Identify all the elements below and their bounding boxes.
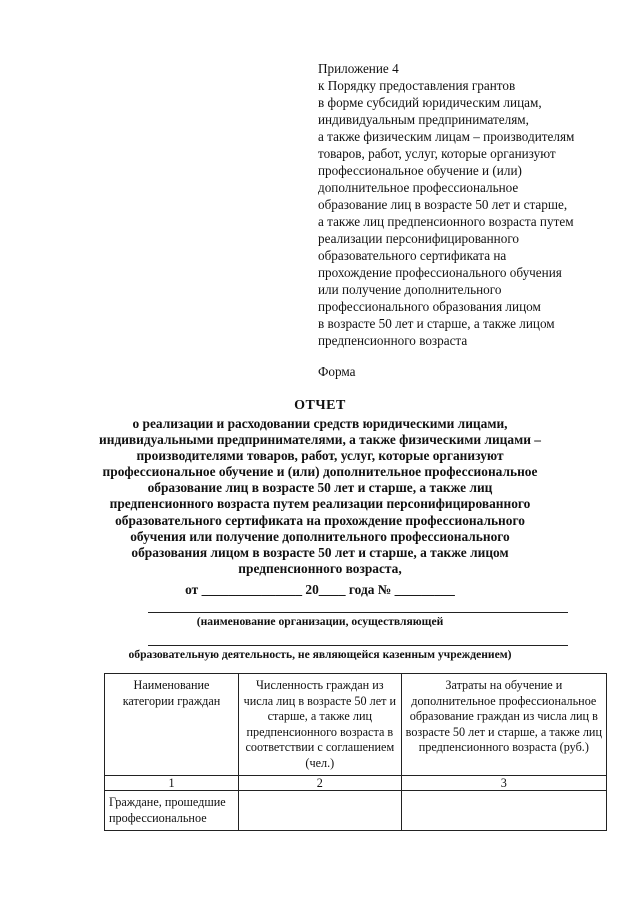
table-header-row bbox=[105, 674, 607, 776]
organization-name-rule bbox=[148, 612, 568, 613]
column-number: 1 bbox=[105, 776, 239, 791]
appendix-line: Приложение 4 bbox=[318, 61, 399, 76]
heading-line: образовательного сертификата на прохождение профессионального bbox=[115, 512, 525, 528]
organization-activity-rule bbox=[148, 645, 568, 646]
heading-line: предпенсионного возраста путем реализации персонифицированного bbox=[109, 496, 531, 512]
appendix-line: а также физическим лицам – производителям bbox=[318, 129, 575, 144]
appendix-line: в форме субсидий юридическим лицам, bbox=[318, 95, 542, 110]
heading-line: о реализации и расходовании средств юридическими лицами, bbox=[132, 416, 508, 431]
report-date-number-line: от _______________ 20____ года № _________ bbox=[185, 582, 455, 597]
heading-line: профессиональное обучение и (или) дополнительное профессиональное bbox=[102, 464, 538, 480]
appendix-line: к Порядку предоставления грантов bbox=[318, 78, 516, 93]
count-cell bbox=[238, 791, 401, 831]
appendix-line: товаров, работ, услуг, которые организуют bbox=[318, 146, 556, 161]
category-cell: Граждане, прошедшие профессиональное bbox=[105, 791, 239, 831]
table-number-row bbox=[105, 776, 607, 791]
appendix-line: реализации персонифицированного bbox=[318, 231, 520, 246]
heading-line: образование лиц в возрасте 50 лет и старше, а также лиц bbox=[147, 480, 493, 496]
header-count: Численность граждан из числа лиц в возрасте 50 лет и старше, а также лиц предпенсионного возраста в соответствии с соглашением (чел.) bbox=[238, 674, 401, 776]
appendix-line: прохождение профессионального обучения bbox=[318, 265, 562, 280]
header-category: Наименование категории граждан bbox=[105, 674, 239, 776]
appendix-line: образование лиц в возрасте 50 лет и старше, bbox=[318, 197, 568, 212]
appendix-line: образовательного сертификата на bbox=[318, 248, 507, 263]
report-title: ОТЧЕТ bbox=[294, 398, 346, 413]
column-number: 2 bbox=[238, 776, 401, 791]
costs-cell bbox=[401, 791, 606, 831]
organization-caption-line-2: образовательную деятельность, не являющейся казенным учреждением) bbox=[128, 648, 512, 661]
appendix-block bbox=[318, 60, 618, 349]
appendix-line: дополнительное профессиональное bbox=[318, 180, 519, 195]
heading-line: образования лицом в возрасте 50 лет и старше, а также лицом bbox=[131, 544, 509, 560]
appendix-line: индивидуальным предпринимателям, bbox=[318, 112, 529, 127]
heading-line: обучения или получение дополнительного профессионального bbox=[130, 528, 510, 544]
appendix-line: в возрасте 50 лет и старше, а также лицом bbox=[318, 316, 555, 331]
report-heading bbox=[60, 416, 580, 577]
appendix-line: профессиональное обучение и (или) bbox=[318, 163, 522, 178]
report-table bbox=[104, 673, 607, 831]
appendix-line: профессионального образования лицом bbox=[318, 299, 541, 314]
heading-line: предпенсионного возраста, bbox=[238, 560, 402, 576]
appendix-line: или получение дополнительного bbox=[318, 282, 502, 297]
table-row bbox=[105, 791, 607, 831]
appendix-line: предпенсионного возраста bbox=[318, 333, 468, 348]
column-number: 3 bbox=[401, 776, 606, 791]
header-costs: Затраты на обучение и дополнительное профессиональное образование граждан из числа лиц в возрасте 50 лет и старше, а также лиц предпенсионного возраста (руб.) bbox=[401, 674, 606, 776]
heading-line: индивидуальными предпринимателями, а также физическими лицами – bbox=[99, 432, 541, 448]
appendix-line: а также лиц предпенсионного возраста путем bbox=[318, 214, 574, 229]
organization-caption-line-1: (наименование организации, осуществляющей bbox=[196, 615, 444, 628]
heading-line: производителями товаров, работ, услуг, которые организуют bbox=[136, 448, 504, 464]
form-label: Форма bbox=[318, 364, 356, 379]
